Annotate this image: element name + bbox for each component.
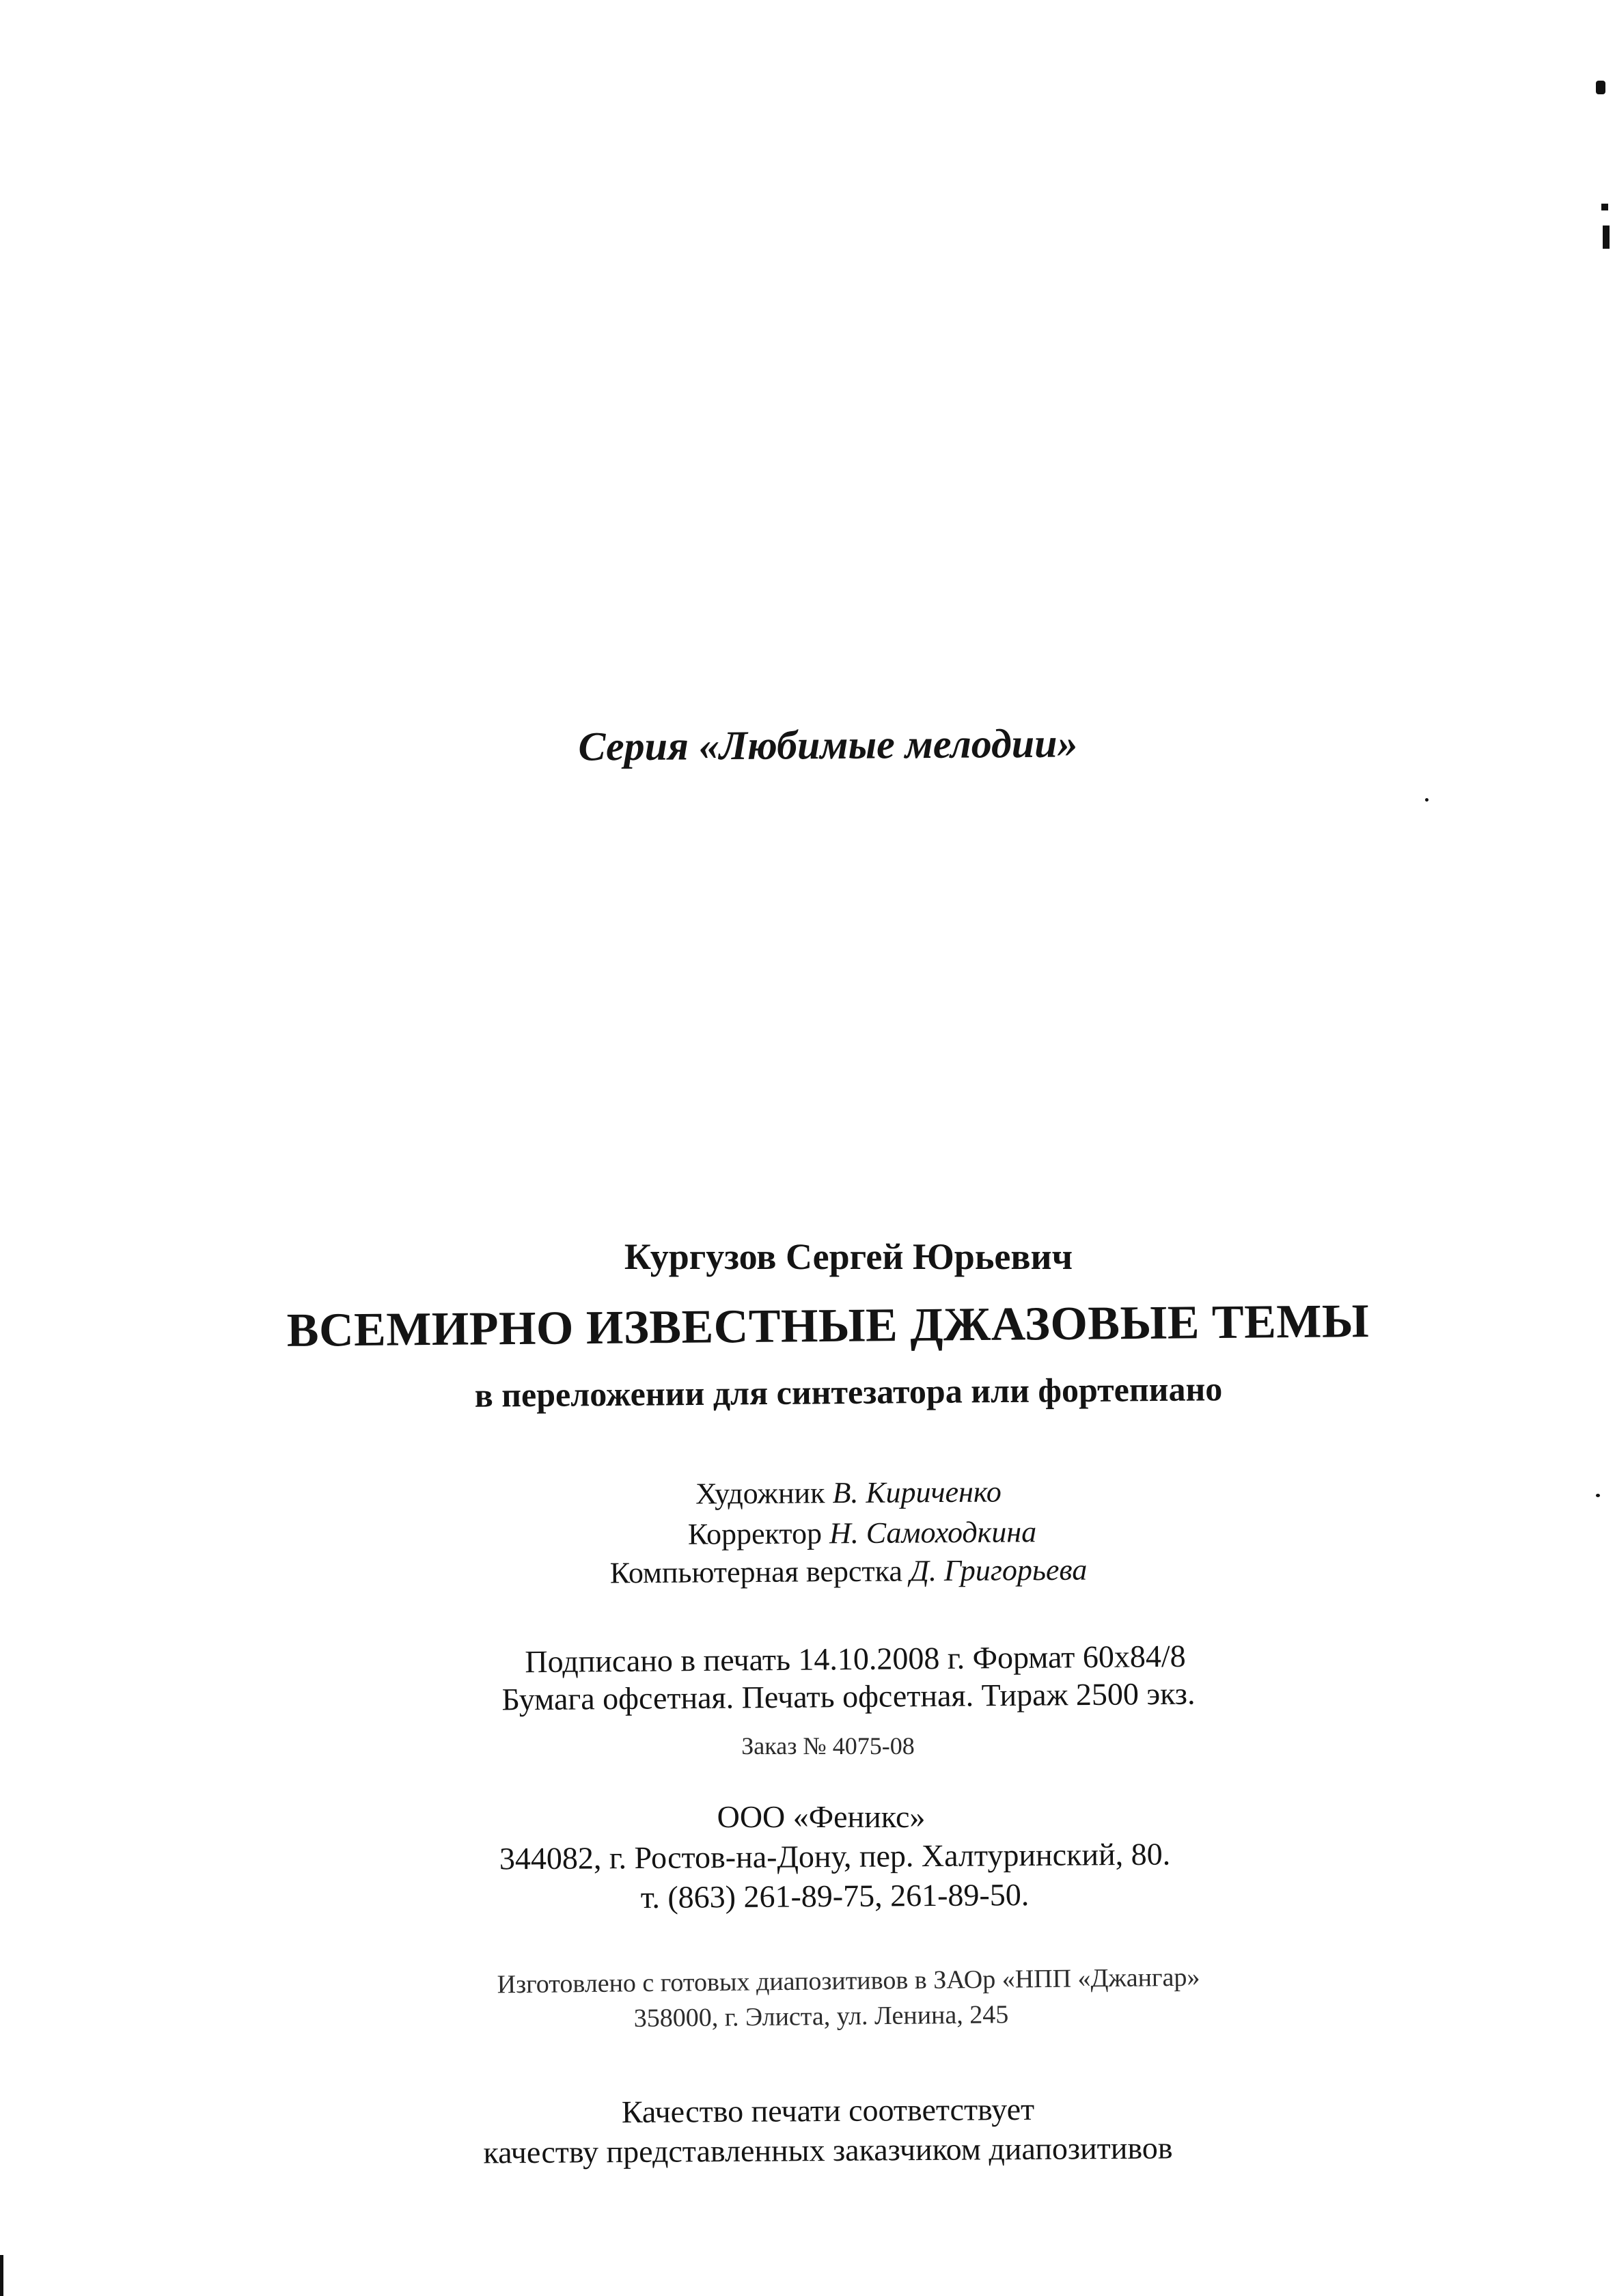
publisher-phone: т. (863) 261-89-75, 261-89-50.	[640, 1877, 1030, 1915]
scan-speck	[1596, 81, 1605, 94]
credit-person: В. Кириченко	[832, 1475, 1002, 1510]
book-title: ВСЕМИРНО ИЗВЕСТНЫЕ ДЖАЗОВЫЕ ТЕМЫ	[286, 1295, 1370, 1357]
credit-role: Корректор	[687, 1516, 823, 1551]
quality-note-line-2: качеству представленных заказчиком диапозитивов	[483, 2130, 1173, 2170]
credit-role: Художник	[695, 1476, 825, 1511]
scan-speck	[1425, 798, 1428, 802]
publisher-name: ООО «Феникс»	[717, 1799, 926, 1834]
credit-person: Н. Самоходкина	[829, 1515, 1037, 1550]
order-number: Заказ № 4075-08	[741, 1732, 915, 1760]
series-title: Серия «Любимые мелодии»	[578, 720, 1078, 769]
scan-speck	[0, 2255, 3, 2296]
scan-speck	[1596, 1494, 1600, 1497]
publisher-address: 344082, г. Ростов-на-Дону, пер. Халтуринский, 80.	[499, 1836, 1171, 1876]
credit-proofreader	[55, 1513, 1615, 1555]
scan-speck	[1601, 204, 1608, 210]
credit-role: Компьютерная верстка	[609, 1554, 903, 1590]
credit-person: Д. Григорьева	[909, 1553, 1088, 1588]
manufacturer-line: Изготовлено с готовых диапозитивов в ЗАОр «НПП «Джангар»	[497, 1963, 1200, 1999]
quality-note-line-1: Качество печати соответствует	[621, 2091, 1035, 2130]
scan-speck	[1603, 226, 1610, 249]
credit-layout	[41, 1551, 1615, 1593]
paper-print-run-line: Бумага офсетная. Печать офсетная. Тираж 2500 экз.	[501, 1676, 1196, 1717]
author-name: Кургузов Сергей Юрьевич	[624, 1236, 1073, 1277]
manufacturer-address: 358000, г. Элиста, ул. Ленина, 245	[633, 2000, 1009, 2033]
credit-artist	[41, 1473, 1615, 1514]
print-signed-line: Подписано в печать 14.10.2008 г. Формат 60x84/8	[525, 1638, 1186, 1680]
book-subtitle: в переложении для синтезатора или фортепиано	[474, 1369, 1223, 1414]
